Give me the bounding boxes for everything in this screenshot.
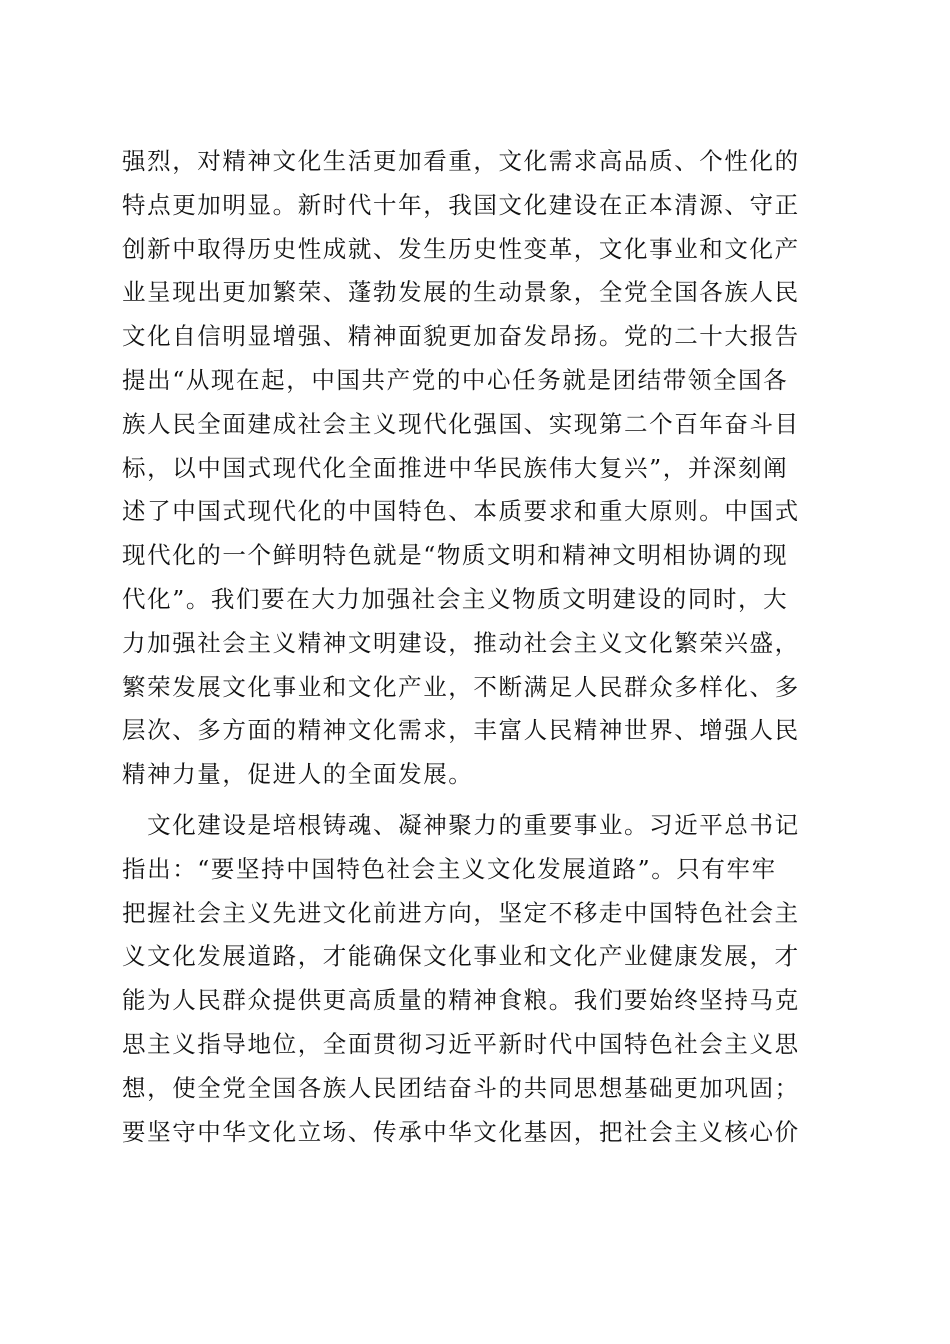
text-line: 把握社会主义先进文化前进方向，坚定不移走中国特色社会主 [122,898,800,927]
text-line: 层次、多方面的精神文化需求，丰富人民精神世界、增强人民 [122,716,800,745]
text-line: 特点更加明显。新时代十年，我国文化建设在正本清源、守正 [122,190,800,219]
text-line: 繁荣发展文化事业和文化产业，不断满足人民群众多样化、多 [122,672,800,701]
body-text [122,140,832,1154]
text-line: 想，使全党全国各族人民团结奋斗的共同思想基础更加巩固； [122,1073,800,1102]
text-line: 能为人民群众提供更高质量的精神食粮。我们要始终坚持马克 [122,986,800,1015]
paragraph-gap [122,797,832,804]
paragraph-2 [122,804,832,1154]
text-line: 精神力量，促进人的全面发展。 [122,760,474,789]
text-line: 强烈，对精神文化生活更加看重，文化需求高品质、个性化的 [122,147,800,175]
text-line: 力加强社会主义精神文明建设，推动社会主义文化繁荣兴盛， [122,628,800,657]
text-line: 代化”。我们要在大力加强社会主义物质文明建设的同时，大 [122,584,789,613]
text-line: 标，以中国式现代化全面推进中华民族伟大复兴”，并深刻阐 [122,453,789,482]
text-line: 义文化发展道路，才能确保文化事业和文化产业健康发展，才 [122,942,800,971]
text-line: 业呈现出更加繁荣、蓬勃发展的生动景象，全党全国各族人民 [122,278,800,307]
text-line: 指出：“要坚持中国特色社会主义文化发展道路”。只有牢牢 [122,854,777,883]
text-line: 思主义指导地位，全面贯彻习近平新时代中国特色社会主义思 [122,1029,800,1058]
text-line: 述了中国式现代化的中国特色、本质要求和重大原则。中国式 [122,497,800,526]
text-line: 创新中取得历史性成就、发生历史性变革，文化事业和文化产 [122,234,800,263]
text-line: 文化自信明显增强、精神面貌更加奋发昂扬。党的二十大报告 [122,322,800,351]
paragraph-1 [122,140,832,797]
text-line: 提出“从现在起，中国共产党的中心任务就是团结带领全国各 [122,365,789,394]
text-line: 文化建设是培根铸魂、凝神聚力的重要事业。习近平总书记 [122,810,800,839]
text-line: 要坚守中华文化立场、传承中华文化基因，把社会主义核心价 [122,1117,800,1146]
text-line: 族人民全面建成社会主义现代化强国、实现第二个百年奋斗目 [122,409,800,438]
text-line: 现代化的一个鲜明特色就是“物质文明和精神文明相协调的现 [122,541,789,570]
